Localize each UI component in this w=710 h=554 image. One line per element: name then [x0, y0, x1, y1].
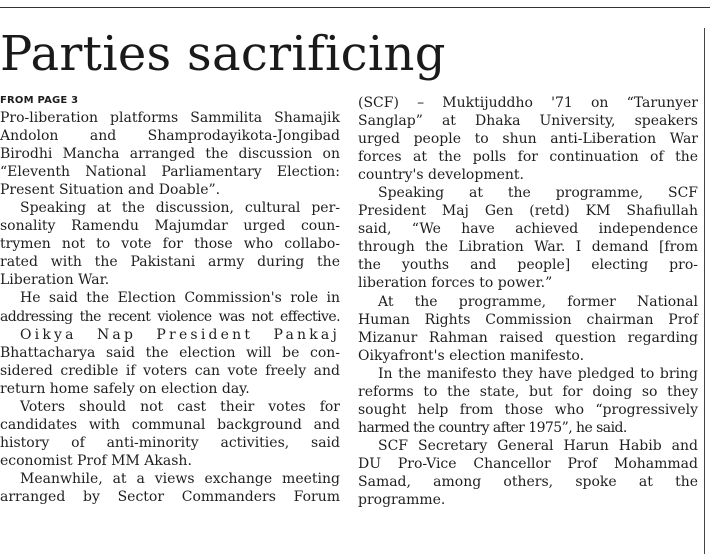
column-divider: [704, 28, 710, 554]
article-line: economist Prof MM Akash.: [0, 452, 192, 469]
article-line: arranged by Sector Commanders Forum: [0, 488, 340, 505]
article-line: Bhattacharya said the election will be con-: [0, 344, 340, 361]
article-line: sought help from those who “progressively: [358, 401, 698, 418]
article-line: Oikya Nap President Pankaj: [20, 326, 340, 343]
article-line: liberation forces to power.”: [358, 275, 553, 292]
article-column-left: [0, 94, 340, 506]
article-line: said, “We have achieved independence: [358, 221, 698, 238]
article-line: urged people to shun anti-Liberation War: [358, 131, 698, 148]
article-line: Pro-liberation platforms Sammilita Shamajik: [0, 110, 340, 126]
article-line: Speaking at the discussion, cultural per-: [20, 200, 340, 217]
article-line: harmed the country after 1975”, he said.: [358, 419, 627, 436]
continuation-kicker: FROM PAGE 3: [0, 95, 79, 106]
article-line: history of anti-minority activities, said: [0, 434, 340, 451]
article-line: Andolon and Shamprodayikota-Jongibad: [0, 128, 340, 145]
article-line: DU Pro-Vice Chancellor Prof Mohammad: [358, 455, 698, 472]
article-line: programme.: [358, 492, 446, 509]
article-line: Samad, among others, spoke at the: [358, 473, 698, 490]
article-column-right: [358, 94, 698, 509]
article-line: Voters should not cast their votes for: [20, 398, 340, 415]
article-headline: Parties sacrificing: [0, 26, 446, 82]
article-line: SCF Secretary General Harun Habib and: [378, 437, 698, 454]
article-line: country's development.: [358, 167, 524, 184]
article-line: reforms to the state, but for doing so they: [358, 383, 698, 400]
article-line: through the Libration War. I demand [from: [358, 239, 698, 256]
article-line: sidered credible if voters can vote freely and: [0, 362, 340, 379]
article-line: addressing the recent violence was not effective.: [0, 308, 340, 325]
article-line: Meanwhile, at a views exchange meeting: [20, 470, 340, 487]
article-line: At the programme, former National: [378, 293, 698, 310]
article-line: Sanglap” at Dhaka University, speakers: [358, 113, 698, 130]
article-line: Mizanur Rahman raised question regarding: [358, 329, 698, 346]
article-line: “Eleventh National Parliamentary Election:: [0, 164, 340, 181]
article-line: return home safely on election day.: [0, 380, 250, 397]
article-line: rated with the Pakistani army during the: [0, 254, 340, 271]
article-line: President Maj Gen (retd) KM Shafiullah: [358, 203, 698, 220]
article-line: Speaking at the programme, SCF: [378, 185, 698, 202]
article-line: forces at the polls for continuation of the: [358, 149, 698, 166]
article-line: Oikyafront's election manifesto.: [358, 347, 585, 364]
article-line: In the manifesto they have pledged to bring: [378, 365, 698, 382]
article-line: (SCF) – Muktijuddho '71 on “Tarunyer: [358, 95, 698, 111]
article-line: Liberation War.: [0, 272, 110, 289]
article-line: trymen not to vote for those who collabo-: [0, 236, 340, 253]
article-line: Present Situation and Doable”.: [0, 182, 221, 199]
article-line: the youths and people] electing pro-: [358, 257, 698, 274]
article-line: sonality Ramendu Majumdar urged coun-: [0, 218, 340, 235]
article-line: candidates with communal background and: [0, 416, 340, 433]
article-line: He said the Election Commission's role in: [20, 290, 340, 307]
article-line: Human Rights Commission chairman Prof: [358, 311, 698, 328]
page-header-rule: [0, 0, 710, 8]
article-line: Birodhi Mancha arranged the discussion on: [0, 146, 340, 163]
